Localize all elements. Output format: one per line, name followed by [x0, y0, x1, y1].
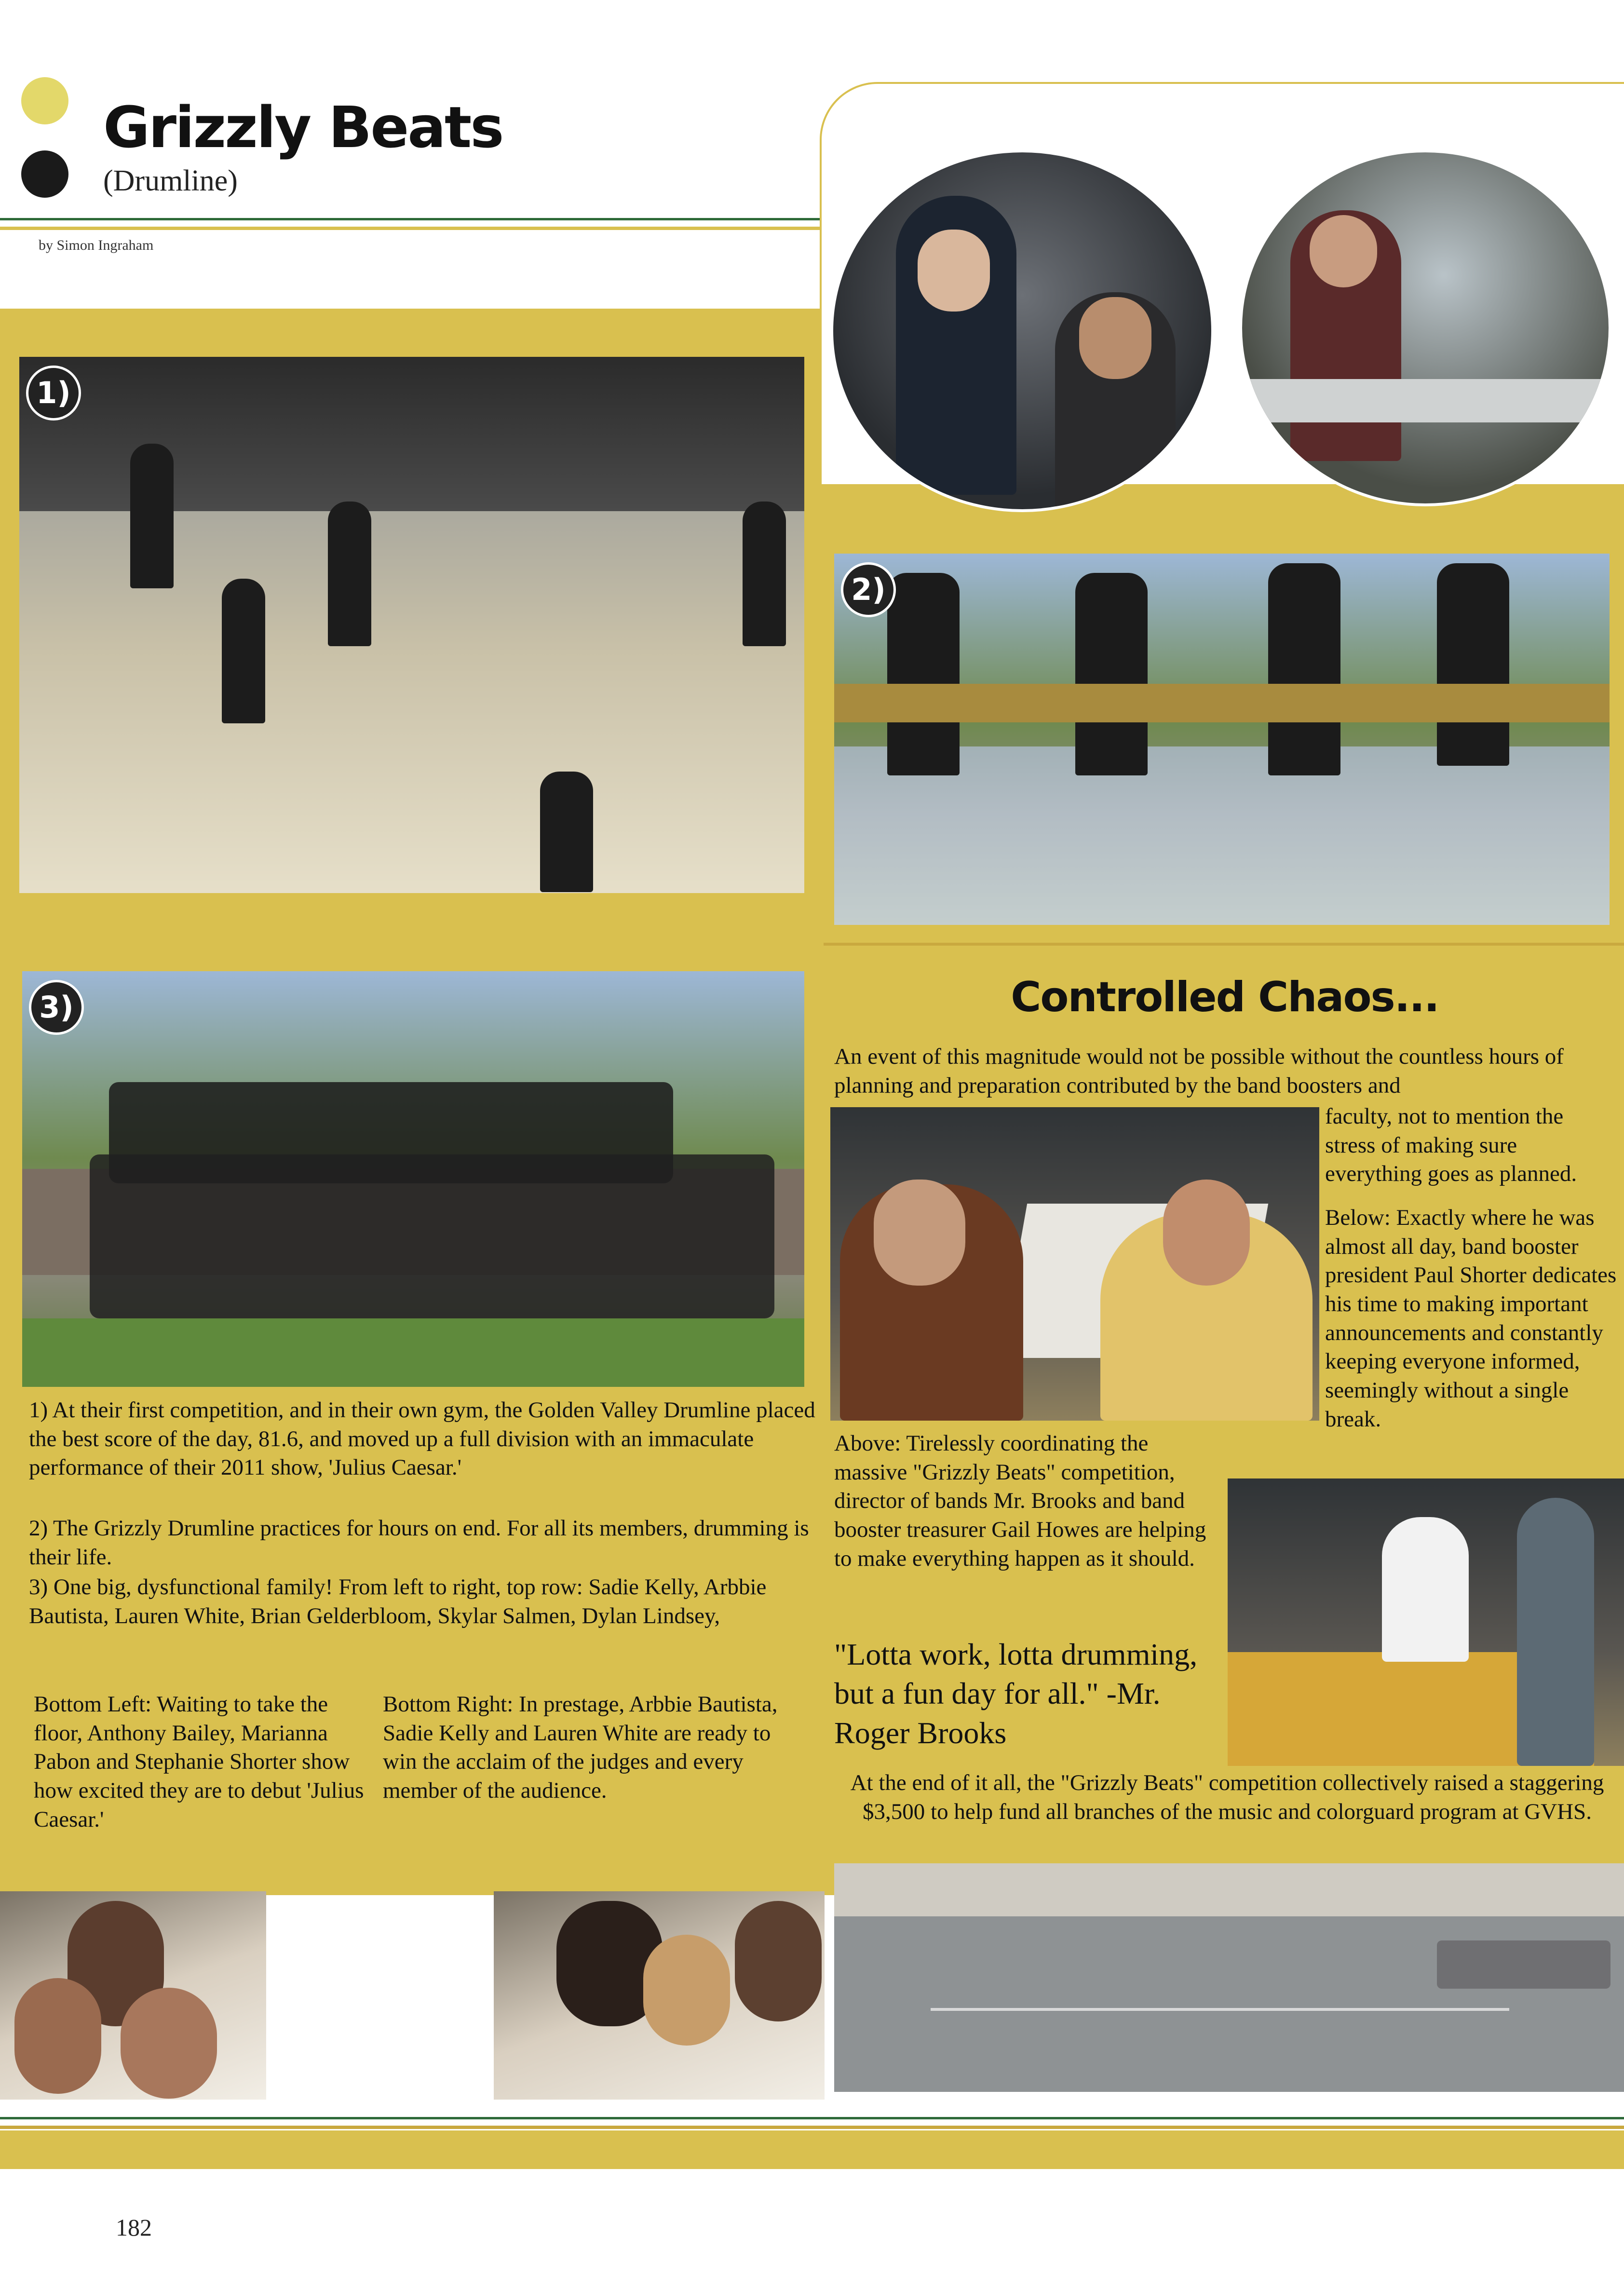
footer-yellow-band — [0, 2130, 1624, 2169]
photo-3-group-photo — [22, 971, 804, 1387]
page-subtitle: (Drumline) — [103, 164, 238, 197]
yellow-dot-icon — [21, 77, 68, 124]
photo-bottom-right-members — [494, 1891, 825, 2100]
photo-number-badge: 1) — [26, 366, 81, 420]
photo-parking-lot-event — [834, 1863, 1624, 2092]
photo-bottom-left-members — [0, 1891, 266, 2100]
header-rule-green — [0, 218, 829, 220]
footer-rule-yellow — [0, 2126, 1624, 2129]
photo-number-badge: 3) — [29, 980, 84, 1035]
page-title: Grizzly Beats — [103, 94, 503, 161]
caption-bottom-left: Bottom Left: Waiting to take the floor, Anthony Bailey, Marianna Pabon and Stephanie Shorter show how excited they are to debut 'Julius Caesar.' — [34, 1692, 364, 1832]
sidebar-intro-cont: faculty, not to mention the stress of making sure everything goes as planned. — [1325, 1104, 1577, 1187]
panel-divider — [824, 943, 1624, 946]
sidebar-heading: Controlled Chaos... — [1011, 973, 1439, 1021]
caption-1: 1) At their first competition, and in their own gym, the Golden Valley Drumline placed the best score of the day, 81.6, and moved up a full division with an immaculate performance of their 2011 show, 'Julius Caesar.' — [29, 1397, 815, 1480]
header-rule-yellow — [0, 227, 829, 230]
footer-rule-green — [0, 2117, 1624, 2119]
caption-2: 2) The Grizzly Drumline practices for hours on end. For all its members, drumming is their life. — [29, 1516, 809, 1570]
caption-3: 3) One big, dysfunctional family! From left to right, top row: Sadie Kelly, Arbbie Bautista, Lauren White, Brian Gelderbloom, Skylar Salmen, Dylan Lindsey, — [29, 1574, 767, 1628]
black-dot-icon — [21, 150, 68, 198]
page-number: 182 — [116, 2214, 152, 2241]
sidebar-below: Below: Exactly where he was almost all day, band booster president Paul Shorter dedicates his time to making important announcements and constantly keeping everyone informed, seemingly without a single break. — [1325, 1205, 1617, 1432]
photo-booster-announcement — [1228, 1478, 1624, 1766]
photo-1-gym-performance — [19, 357, 804, 893]
sidebar-above: Above: Tirelessly coordinating the massive "Grizzly Beats" competition, director of bands Mr. Brooks and band booster treasurer Gail Howes are helping to make everything happen as it should. — [834, 1431, 1206, 1571]
circle-photo-rehearsal — [1239, 149, 1611, 506]
photo-number-badge: 2) — [841, 562, 896, 617]
photo-2-drumline-practice — [834, 554, 1610, 925]
caption-bottom-right: Bottom Right: In prestage, Arbbie Bautista, Sadie Kelly and Lauren White are ready to win the acclaim of the judges and every member of the audience. — [383, 1692, 778, 1804]
circle-photo-staff — [830, 149, 1214, 512]
sidebar-intro: An event of this magnitude would not be possible without the countless hours of planning and preparation contributed by the band boosters and — [834, 1044, 1564, 1098]
photo-coordinators — [830, 1107, 1319, 1421]
byline: by Simon Ingraham — [39, 237, 154, 253]
sidebar-quote: "Lotta work, lotta drumming, but a fun day for all." -Mr. Roger Brooks — [834, 1637, 1198, 1750]
sidebar-closing: At the end of it all, the "Grizzly Beats" competition collectively raised a staggering $3,500 to help fund all branches of the music and colorguard program at GVHS. — [850, 1770, 1604, 1824]
